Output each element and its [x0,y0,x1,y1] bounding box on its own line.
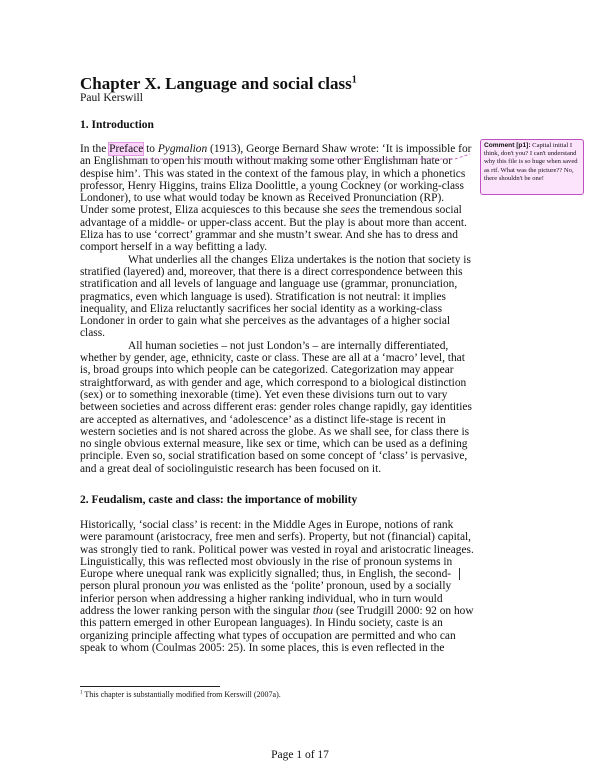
footnote-divider [80,686,220,687]
text-segment: Under some protest, Eliza acquiesces to this because she [80,204,341,217]
italic-text: Pygmalion [157,143,208,155]
text-line [80,327,471,339]
text-cursor [459,568,460,580]
text-line [80,556,474,568]
text-line [80,463,472,475]
text-segment: western societies and is not shared across the globe. As we shall see, for class there is [80,425,470,438]
italic-text: thou [312,605,334,618]
text-segment: Londoner in order to gain what she perceives as the advantages of a higher social [80,315,451,328]
text-segment: person plural pronoun [80,580,184,593]
text-segment: between societies and across different eras: gender roles change rapidly, gay identities [80,401,472,414]
text-segment: (1913), George Bernard Shaw wrote: ‘It is impossible for [207,143,472,155]
text-segment: an Englishman to open his mouth without making some other Englishman hate or [80,155,453,168]
text-segment: this pattern emerged in other European languages). In Hindu society, caste is an [80,617,443,630]
text-line [80,315,471,327]
text-segment: professor, Henry Higgins, trains Eliza Doolittle, a young Cockney (or working-class [80,179,464,192]
footnote [80,690,281,699]
footnote-text: This chapter is substantially modified from Kerswill (2007a). [82,690,281,699]
comment-connector [130,153,470,161]
text-segment: comport herself in a way befitting a lady. [80,241,268,254]
text-line [80,426,472,438]
text-line [80,377,472,389]
text-segment: principle. Even so, social stratification based on some concept of ‘class’ is pervasive, [80,450,468,463]
text-segment: In the [80,143,110,155]
italic-text: you [183,580,200,593]
text-line [80,168,471,180]
text-line [80,401,472,413]
text-line [80,254,471,266]
chapter-title [80,74,357,94]
text-segment: advantage of a middle- or upper-class accent. But the play is about more than accent. [80,216,467,229]
text-segment: no single obvious external measure, like sex or time, which can be used as a defining [80,438,468,451]
text-segment: (see Trudgill 2000: 92 on how [333,605,474,618]
text-line [80,414,472,426]
text-segment: stratification and all levels of language and language use (grammar, pronunciation, [80,278,458,291]
footnote-mark: 1 [80,690,83,696]
text-segment: was enlisted as the ‘polite’ pronoun, used by a socially [199,580,452,593]
italic-text: sees [340,204,360,217]
text-line [80,217,471,229]
text-segment: are accepted as alternatives, and ‘adolescence’ as a distinct life-stage is recent in [80,413,446,426]
text-segment: was strongly tied to rank. Political power was vested in royal and aristocratic lineages. [80,543,474,556]
text-segment: Europe where unequal rank was explicitly signalled; thus, in English, the second- [80,568,452,581]
text-line [80,593,474,605]
text-segment: despise him’. This was stated in the context of the famous play, in which a phonetics [80,167,466,180]
text-line [80,352,472,364]
text-line [80,241,471,253]
text-segment: inequality, and Eliza reluctantly sacrifices her social identity as a working-class [80,302,443,315]
text-line [80,531,474,543]
paragraph [80,254,471,340]
text-segment: Eliza has to use ‘correct’ grammar and she mustn’t swear. And she has to dress and [80,229,458,242]
text-line [80,605,474,617]
text-segment: pragmatics, even which language is used). Stratification is not neutral: it implies [80,290,446,303]
text-line [80,544,474,556]
text-segment: Historically, ‘social class’ is recent: in the Middle Ages in Europe, notions of rank [80,519,454,531]
text-segment: stratified (layered) and, moreover, that there is a direct correspondence between this [80,265,463,278]
chapter-title-text: Chapter X. Language and social class [80,74,352,93]
text-line [80,630,474,642]
text-line [80,291,471,303]
comment-text: Capital initial I think, don't you? I can't understand why this file is so huge when saved as rtf. What was the picture?? No, there shouldn't be one! [484,142,578,182]
text-segment: whether by gender, age, ethnicity, caste or class. These are all at a ‘macro’ level, that [80,352,465,365]
text-segment: inferior person when addressing a higher ranking individual, who in turn would [80,592,443,605]
text-segment: is, broad groups into which people can be categorized. Categorization may appear [80,364,454,377]
text-segment: straightforward, as with gender and age, which correspond to a biological distinction [80,376,467,389]
text-segment: were paramount (aristocracy, free men and serfs). Property, but not (financial) capital, [80,531,472,544]
text-line [80,642,474,654]
text-line [80,278,471,290]
author-name: Paul Kerswill [80,92,143,104]
text-line [80,204,471,216]
text-segment: Linguistically, this was reflected most obviously in the rise of pronoun systems in [80,555,453,568]
text-line [80,229,471,241]
commented-text[interactable]: Preface [109,143,144,155]
paragraph [80,340,472,475]
text-line [80,389,472,401]
text-segment: All human societies – not just London’s – are internally differentiated, [128,339,449,352]
text-segment: and a great deal of sociolinguistic research has been focused on it. [80,462,382,475]
text-segment: speak to whom (Coulmas 2005: 25). In some places, this is even reflected in the [80,641,445,654]
text-line [80,568,474,580]
text-segment: What underlies all the changes Eliza undertakes is the notion that society is [128,253,471,266]
text-segment: the tremendous social [359,204,462,217]
text-line [80,266,471,278]
text-line [80,580,474,592]
section-heading-feudalism: 2. Feudalism, caste and class: the importance of mobility [80,494,358,506]
comment-balloon[interactable] [480,139,584,195]
text-line [80,340,472,352]
text-segment: organizing principle affecting what types of occupation are permitted and who can [80,629,456,642]
section-heading-introduction: 1. Introduction [80,119,154,131]
text-line [80,180,471,192]
text-segment: (sex) or to something inexorable (time). Yet even these divisions turn out to vary [80,388,448,401]
text-line [80,450,472,462]
text-line [80,364,472,376]
text-line [80,192,471,204]
text-line [80,519,474,531]
comment-label: Comment [p1]: [484,142,531,149]
text-line [80,303,471,315]
text-segment: address the lower ranking person with the singular [80,605,313,618]
text-segment: to [143,143,158,155]
page-number: Page 1 of 17 [271,749,329,761]
paragraph [80,519,474,654]
text-segment: class. [80,327,105,340]
text-line [80,617,474,629]
text-line [80,438,472,450]
text-segment: Londoner), to use what would today be known as Received Pronunciation (RP). [80,192,445,205]
footnote-ref[interactable]: 1 [351,74,357,86]
